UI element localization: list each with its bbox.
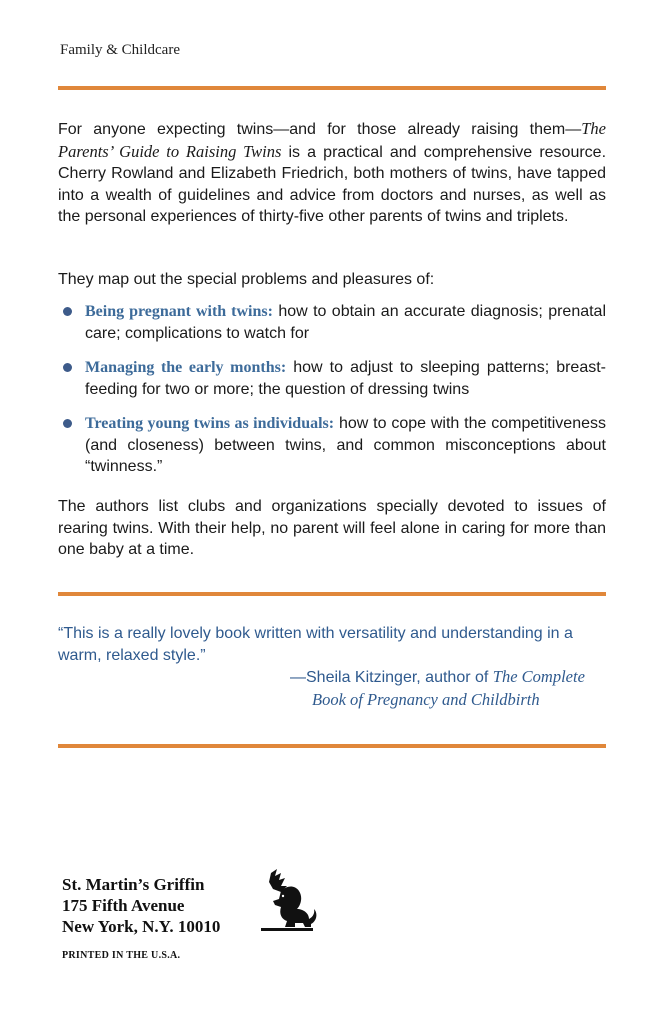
publisher-address: 175 Fifth Avenue (62, 896, 185, 915)
top-divider (58, 86, 606, 90)
book-title: The Parents’ Guide to Raising Twins (58, 119, 606, 161)
printed-note: PRINTED IN THE U.S.A. (62, 950, 181, 961)
list-item-heading: Treating young twins as individuals: (85, 415, 335, 432)
list-item-text: how to cope with the competitiveness (and closeness) between twins, and common misconceptions about “twinness.” (85, 415, 606, 475)
bullet-icon (63, 307, 72, 316)
list-item-heading: Being pregnant with twins: (85, 303, 273, 320)
middle-divider (58, 592, 606, 596)
closing-paragraph: The authors list clubs and organizations specially devoted to issues of rearing twins. With their help, no parent will feel alone in caring for more than one baby at a time. (58, 498, 606, 558)
publisher-city: New York, N.Y. 10010 (62, 917, 221, 936)
list-item-text: how to adjust to sleeping patterns; breast-feeding for two or more; the question of dressing twins (85, 359, 607, 398)
list-item-text: how to obtain an accurate diagnosis; prenatal care; complications to watch for (85, 303, 607, 342)
bullet-icon (63, 419, 72, 428)
intro-text-end: is a practical and comprehensive resource. Cherry Rowland and Elizabeth Friedrich, both mothers of twins, have tapped into a wealth of guidelines and advice from doctors and nurses, as well as the personal experiences of thirty-five other parents of twins and triplets. (58, 143, 607, 225)
category-label: Family & Childcare (60, 42, 180, 58)
bullet-icon (63, 363, 72, 372)
list-item-heading: Managing the early months: (85, 359, 287, 376)
attribution-author: —Sheila Kitzinger, author of (290, 669, 493, 686)
griffin-logo-icon (257, 867, 319, 933)
review-quote: “This is a really lovely book written with versatility and understanding in a warm, relaxed style.” (58, 625, 573, 664)
attribution-title-line1: The Complete (492, 667, 585, 686)
review-attribution (290, 666, 606, 711)
list-item (58, 413, 606, 478)
list-item (58, 357, 606, 400)
list-item (58, 301, 606, 344)
intro-text-start: For anyone expecting twins—and for those already raising them— (58, 121, 582, 138)
attribution-title-line2: Book of Pregnancy and Childbirth (312, 689, 540, 709)
intro-paragraph (58, 118, 606, 228)
topic-list (58, 301, 606, 491)
list-intro: They map out the special problems and pleasures of: (58, 271, 435, 288)
publisher-name: St. Martin’s Griffin (62, 875, 205, 894)
publisher-block (62, 874, 220, 937)
bottom-divider (58, 744, 606, 748)
